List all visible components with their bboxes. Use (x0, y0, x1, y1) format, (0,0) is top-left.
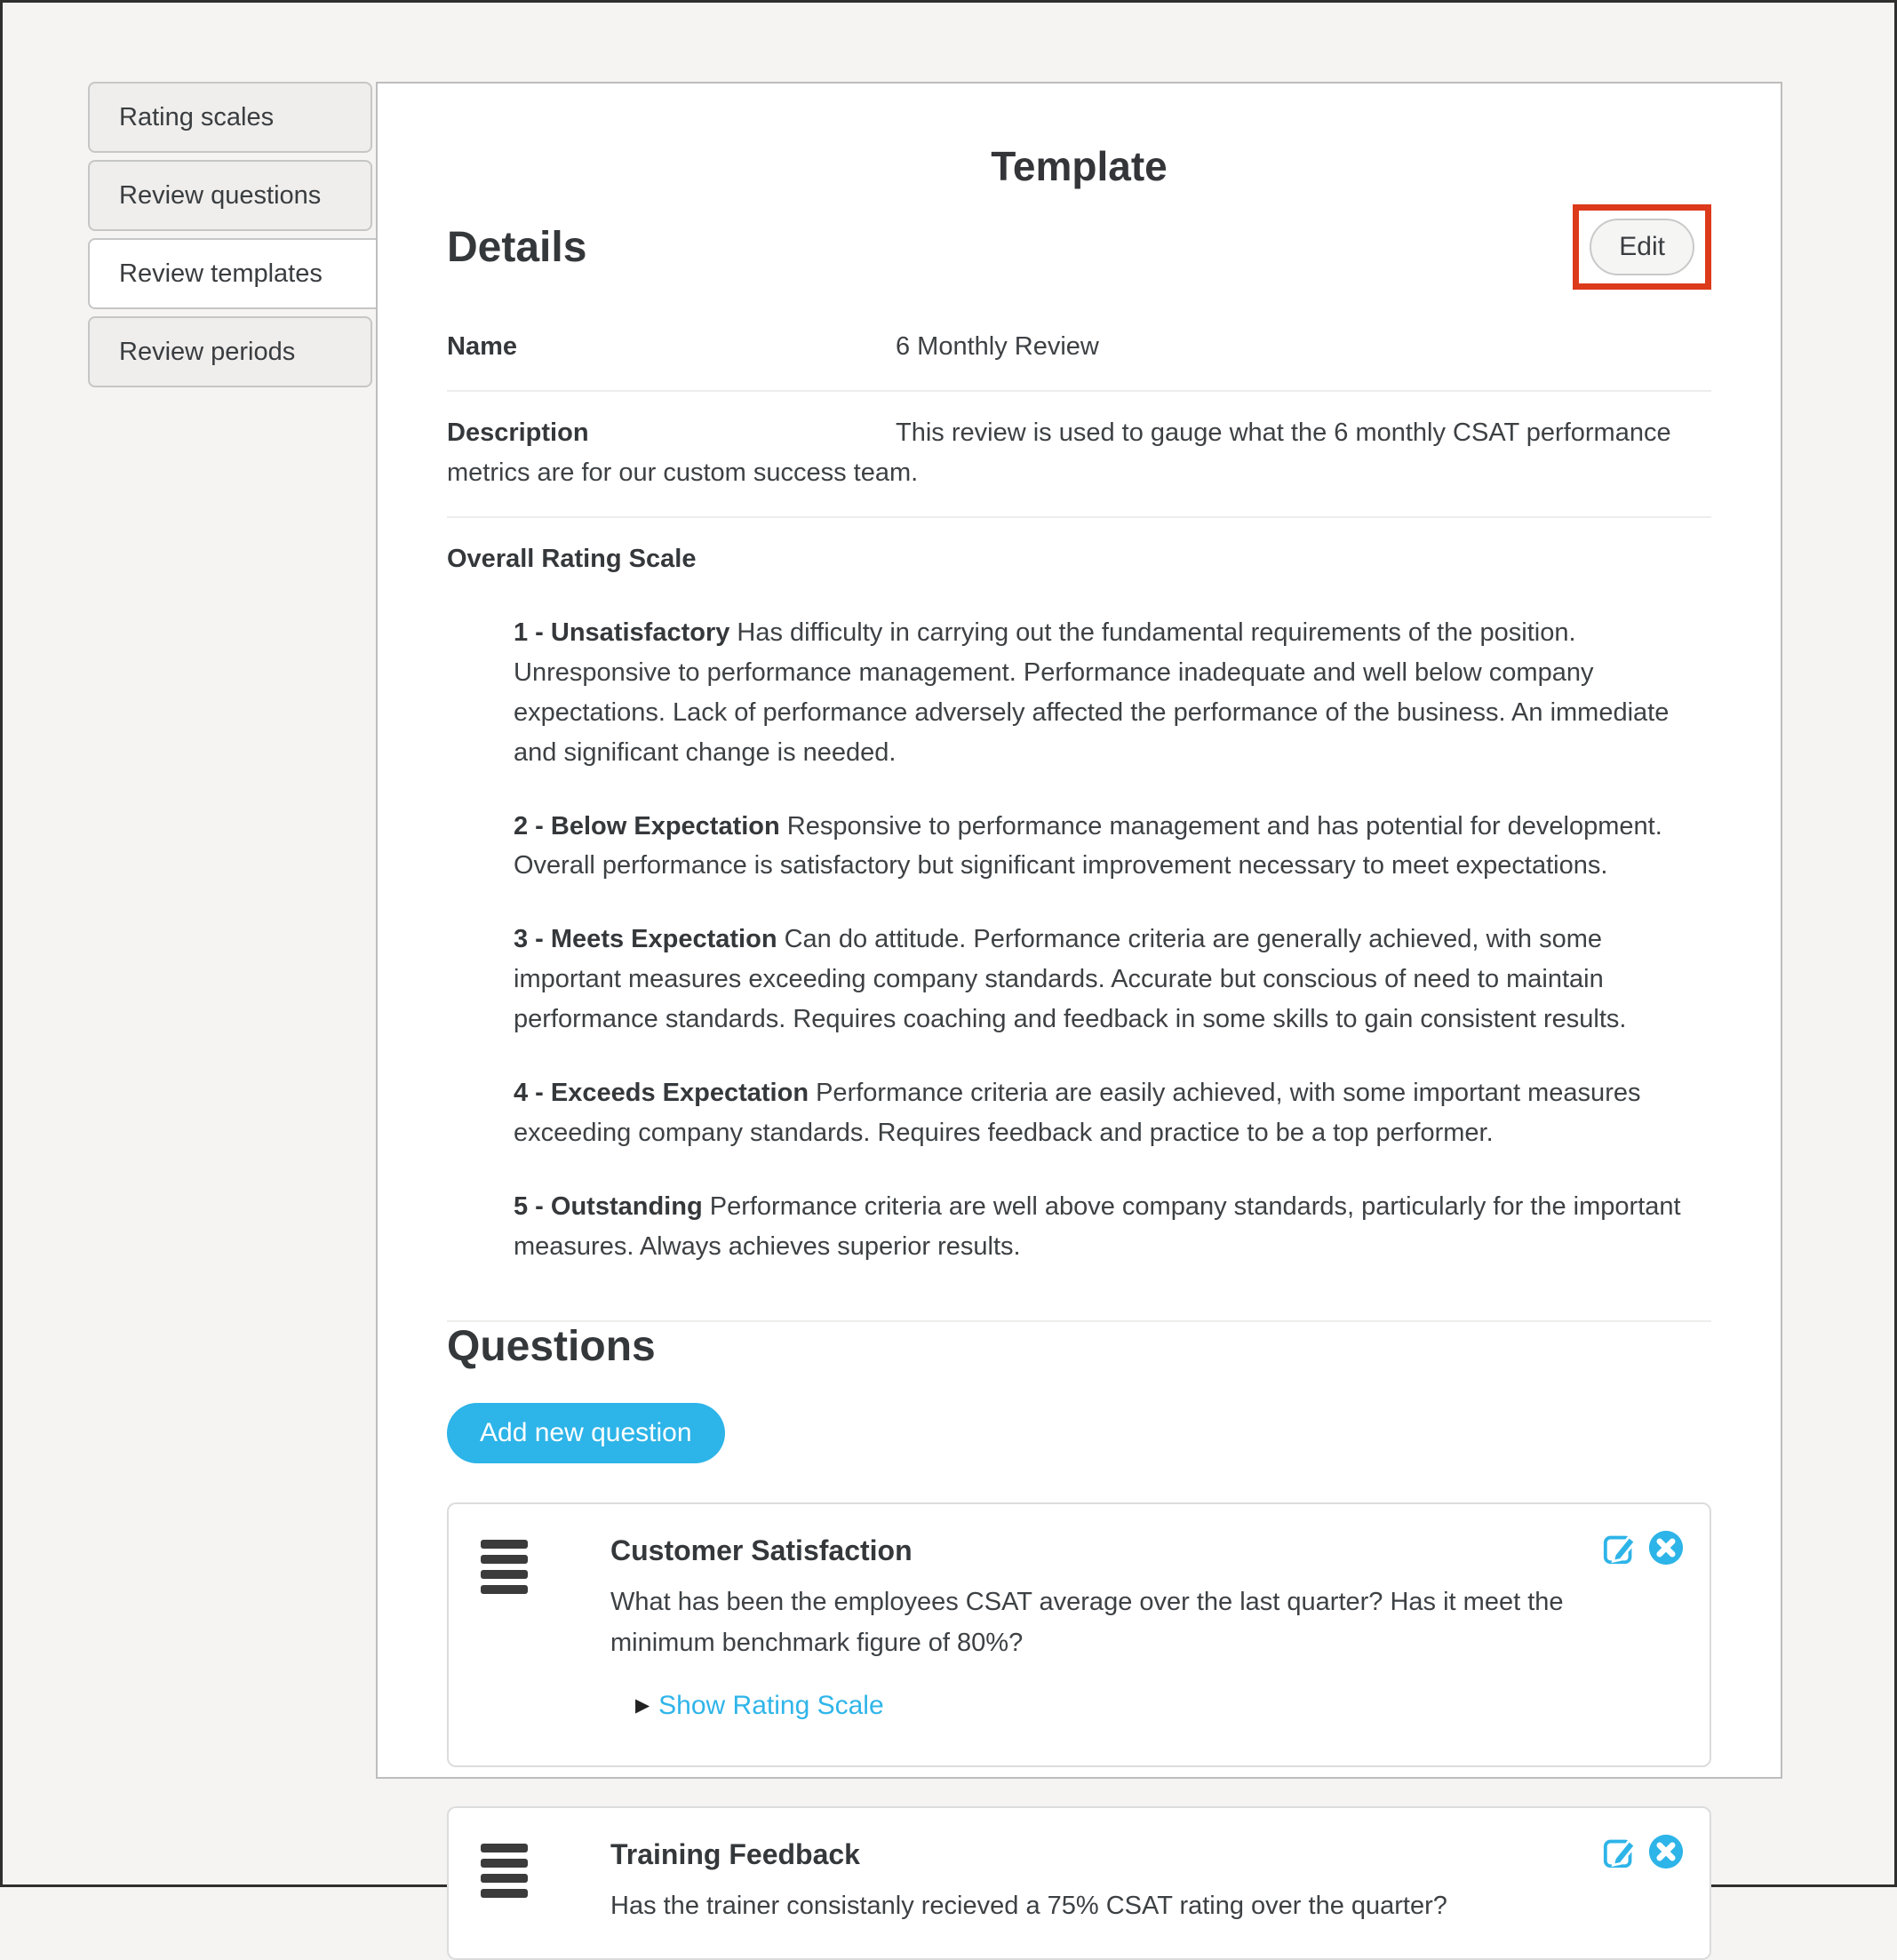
rating-scale-item (514, 920, 1711, 1040)
rating-scale-item (514, 613, 1711, 773)
question-title: Customer Satisfaction (610, 1534, 913, 1566)
sidebar-tab-label: Review templates (119, 259, 323, 288)
description-value: This review is used to gauge what the 6 monthly CSAT performance metrics are for our custom success team. (447, 418, 1671, 487)
sidebar-tab-rating-scales[interactable] (88, 82, 372, 153)
rating-scale-item-title: 3 - Meets Expectation (514, 925, 777, 954)
details-heading: Details (447, 223, 587, 271)
review-template-panel (376, 82, 1782, 1920)
question-title: Training Feedback (610, 1837, 860, 1870)
question-card-actions (1602, 1833, 1685, 1870)
drag-handle-icon[interactable] (481, 1837, 610, 1926)
name-value: 6 Monthly Review (896, 332, 1099, 361)
name-label: Name (447, 332, 517, 361)
rating-scale-item-title: 2 - Below Expectation (514, 811, 780, 841)
question-card-body (610, 1837, 1678, 1926)
question-text: Has the trainer consistanly recieved a 75% CSAT rating over the quarter? (610, 1891, 1447, 1920)
rating-scale-item (514, 1187, 1711, 1267)
rating-scale-item-text: Performance criteria are well above company standards, particularly for the important measures. Always achieves superior results. (514, 1192, 1681, 1261)
sidebar-tab-label: Review questions (119, 180, 322, 210)
caret-right-icon: ▶ (635, 1695, 650, 1717)
rating-scale-item-text: Can do attitude. Performance criteria are generally achieved, with some important measures exceeding company standards. Accurate but conscious of need to maintain performance standards. Requires coaching and feedback in some skills to gain consistent results. (514, 925, 1627, 1034)
show-rating-scale-row[interactable] (635, 1691, 1571, 1721)
sidebar-tab-review-questions[interactable] (88, 160, 372, 231)
questions-heading: Questions (447, 1322, 656, 1370)
rating-scale-item-title: 4 - Exceeds Expectation (514, 1079, 809, 1108)
sidebar-tab-review-periods[interactable] (88, 316, 372, 387)
question-card-body (610, 1533, 1678, 1733)
sidebar-tab-label: Rating scales (119, 102, 275, 131)
overall-rating-scale-row (447, 518, 1711, 1322)
show-rating-scale-link[interactable]: Show Rating Scale (658, 1690, 884, 1720)
rating-scale-item-text: Responsive to performance management and has potential for development. Overall performance is satisfactory but significant improvement necessary to meet expectations. (514, 811, 1662, 880)
delete-question-icon[interactable] (1647, 1833, 1685, 1870)
delete-question-icon[interactable] (1647, 1529, 1685, 1566)
question-card-customer-satisfaction (447, 1502, 1711, 1767)
sidebar-tab-review-templates[interactable] (88, 238, 381, 309)
rating-scale-item-title: 1 - Unsatisfactory (514, 617, 730, 647)
overall-rating-scale-label: Overall Rating Scale (447, 544, 697, 573)
add-new-question-button[interactable]: Add new question (447, 1403, 725, 1463)
edit-question-icon[interactable] (1602, 1833, 1639, 1870)
question-card-actions (1602, 1529, 1685, 1566)
drag-handle-icon[interactable] (481, 1533, 610, 1733)
description-row (447, 392, 1711, 518)
name-row (447, 300, 1711, 392)
sidebar-tab-label: Review periods (119, 337, 296, 366)
edit-button-highlight-annotation (1573, 204, 1711, 290)
question-card-list (447, 1502, 1711, 1960)
edit-question-icon[interactable] (1602, 1529, 1639, 1566)
rating-scale-item-title: 5 - Outstanding (514, 1192, 703, 1222)
rating-scale-item-text: Performance criteria are easily achieved, with some important measures exceeding company standards. Requires feedback and practice to be a top performer. (514, 1079, 1641, 1148)
rating-scale-item (514, 807, 1711, 887)
rating-scale-list (447, 613, 1711, 1267)
edit-button[interactable]: Edit (1590, 219, 1694, 275)
question-text: What has been the employees CSAT average over the last quarter? Has it meet the minimum benchmark figure of 80%? (610, 1587, 1564, 1658)
page-title: Template (991, 143, 1168, 189)
rating-scale-item (514, 1073, 1711, 1153)
rating-scale-item-text: Has difficulty in carrying out the fundamental requirements of the position. Unresponsive to performance management. Performance inadequate and well below company expectations. Lack of performance adversely affected the performance of the business. An immediate and significant change is needed. (514, 617, 1670, 767)
question-card-training-feedback (447, 1806, 1711, 1960)
description-label: Description (447, 418, 589, 447)
settings-sidebar-tabs (88, 82, 381, 394)
